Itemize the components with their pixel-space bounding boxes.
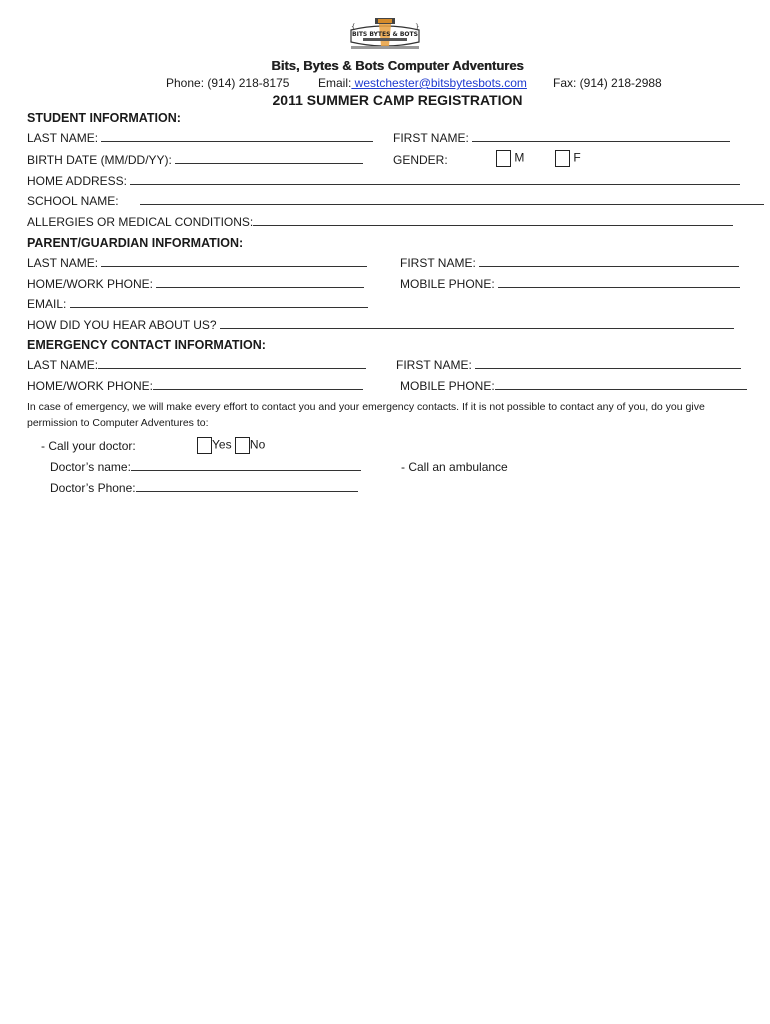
parent-mobile-phone-field[interactable] [498,277,740,288]
logo-text: BITS BYTES & BOTS [352,31,418,38]
gender-f-checkbox[interactable] [555,150,570,167]
email-link[interactable]: westchester@bitsbytesbots.com [351,76,527,90]
call-doctor-yes-checkbox[interactable] [197,437,212,454]
allergies-label: ALLERGIES OR MEDICAL CONDITIONS: [27,215,254,229]
doctor-phone-label: Doctor’s Phone: [50,481,136,495]
emergency-mobile-phone-label: MOBILE PHONE: [400,379,495,393]
parent-heading: PARENT/GUARDIAN INFORMATION: [27,236,244,250]
call-ambulance-label: - Call an ambulance [401,460,508,474]
emergency-home-phone-row [27,379,363,393]
student-last-name-row [27,131,373,145]
parent-email-field[interactable] [70,297,368,308]
emergency-first-name-row [396,358,741,372]
student-first-name-row [393,131,730,145]
allergies-row [27,215,733,229]
student-last-name-label: LAST NAME: [27,131,99,145]
doctor-name-label: Doctor’s name: [50,460,131,474]
parent-home-phone-label: HOME/WORK PHONE: [27,277,154,291]
emergency-last-name-label: LAST NAME: [27,358,99,372]
emergency-note-line2: permission to Computer Adventures to: [27,417,209,429]
home-address-field[interactable] [130,174,740,185]
svg-text:}: } [415,23,420,31]
student-first-name-label: FIRST NAME: [393,131,469,145]
emergency-first-name-label: FIRST NAME: [396,358,472,372]
header-phone: Phone: (914) 218-8175 [166,76,290,90]
emergency-mobile-phone-row [400,379,747,393]
call-doctor-no-checkbox[interactable] [235,437,250,454]
call-doctor-options [197,437,265,454]
doctor-name-row [50,460,361,474]
school-name-row [27,194,764,208]
hear-about-field[interactable] [220,318,734,329]
emergency-first-name-field[interactable] [475,358,741,369]
gender-f-label: F [573,150,581,165]
parent-email-row [27,297,368,311]
emergency-mobile-phone-field[interactable] [495,379,747,390]
gender-m-label: M [514,150,525,165]
call-doctor-yes-label: Yes [212,437,232,452]
parent-home-phone-field[interactable] [156,277,364,288]
parent-mobile-phone-label: MOBILE PHONE: [400,277,495,291]
allergies-field[interactable] [253,215,733,226]
header-fax: Fax: (914) 218-2988 [553,76,662,90]
school-name-label: SCHOOL NAME: [27,194,119,208]
hear-about-label: HOW DID YOU HEAR ABOUT US? [27,318,217,332]
emergency-note-line1: In case of emergency, we will make every effort to contact you and your emergency contacts. If it is not possible to contact any of you, do you give [27,401,705,413]
doctor-phone-field[interactable] [136,481,358,492]
header-email-row [318,76,527,90]
gender-m-checkbox[interactable] [496,150,511,167]
parent-last-name-field[interactable] [101,256,367,267]
svg-text:{: { [351,23,356,31]
parent-first-name-label: FIRST NAME: [400,256,476,270]
emergency-last-name-row [27,358,366,372]
home-address-row [27,174,740,188]
bits-bytes-bots-logo [345,16,425,58]
emergency-heading: EMERGENCY CONTACT INFORMATION: [27,338,266,352]
call-doctor-no-label: No [249,437,266,452]
birth-date-row [27,153,363,167]
email-label: Email: [318,76,352,90]
org-name: Bits, Bytes & Bots Computer Adventures [271,58,524,73]
school-name-field[interactable] [140,194,764,205]
doctor-name-field[interactable] [131,460,361,471]
call-doctor-label: - Call your doctor: [41,439,136,453]
parent-mobile-phone-row [400,277,740,291]
emergency-home-phone-label: HOME/WORK PHONE: [27,379,154,393]
student-heading: STUDENT INFORMATION: [27,111,181,125]
emergency-last-name-field[interactable] [98,358,366,369]
hear-about-row [27,318,734,332]
gender-f-option [555,150,581,167]
gender-label: GENDER: [393,153,448,167]
parent-email-label: EMAIL: [27,297,67,311]
parent-first-name-row [400,256,739,270]
gender-m-option [496,150,524,167]
student-last-name-field[interactable] [101,131,373,142]
doctor-phone-row [50,481,358,495]
birth-date-field[interactable] [175,153,363,164]
birth-date-label: BIRTH DATE (MM/DD/YY): [27,153,172,167]
parent-last-name-label: LAST NAME: [27,256,99,270]
home-address-label: HOME ADDRESS: [27,174,128,188]
form-title: 2011 SUMMER CAMP REGISTRATION [272,92,523,108]
parent-first-name-field[interactable] [479,256,739,267]
student-first-name-field[interactable] [472,131,730,142]
parent-home-phone-row [27,277,364,291]
emergency-home-phone-field[interactable] [153,379,363,390]
parent-last-name-row [27,256,367,270]
